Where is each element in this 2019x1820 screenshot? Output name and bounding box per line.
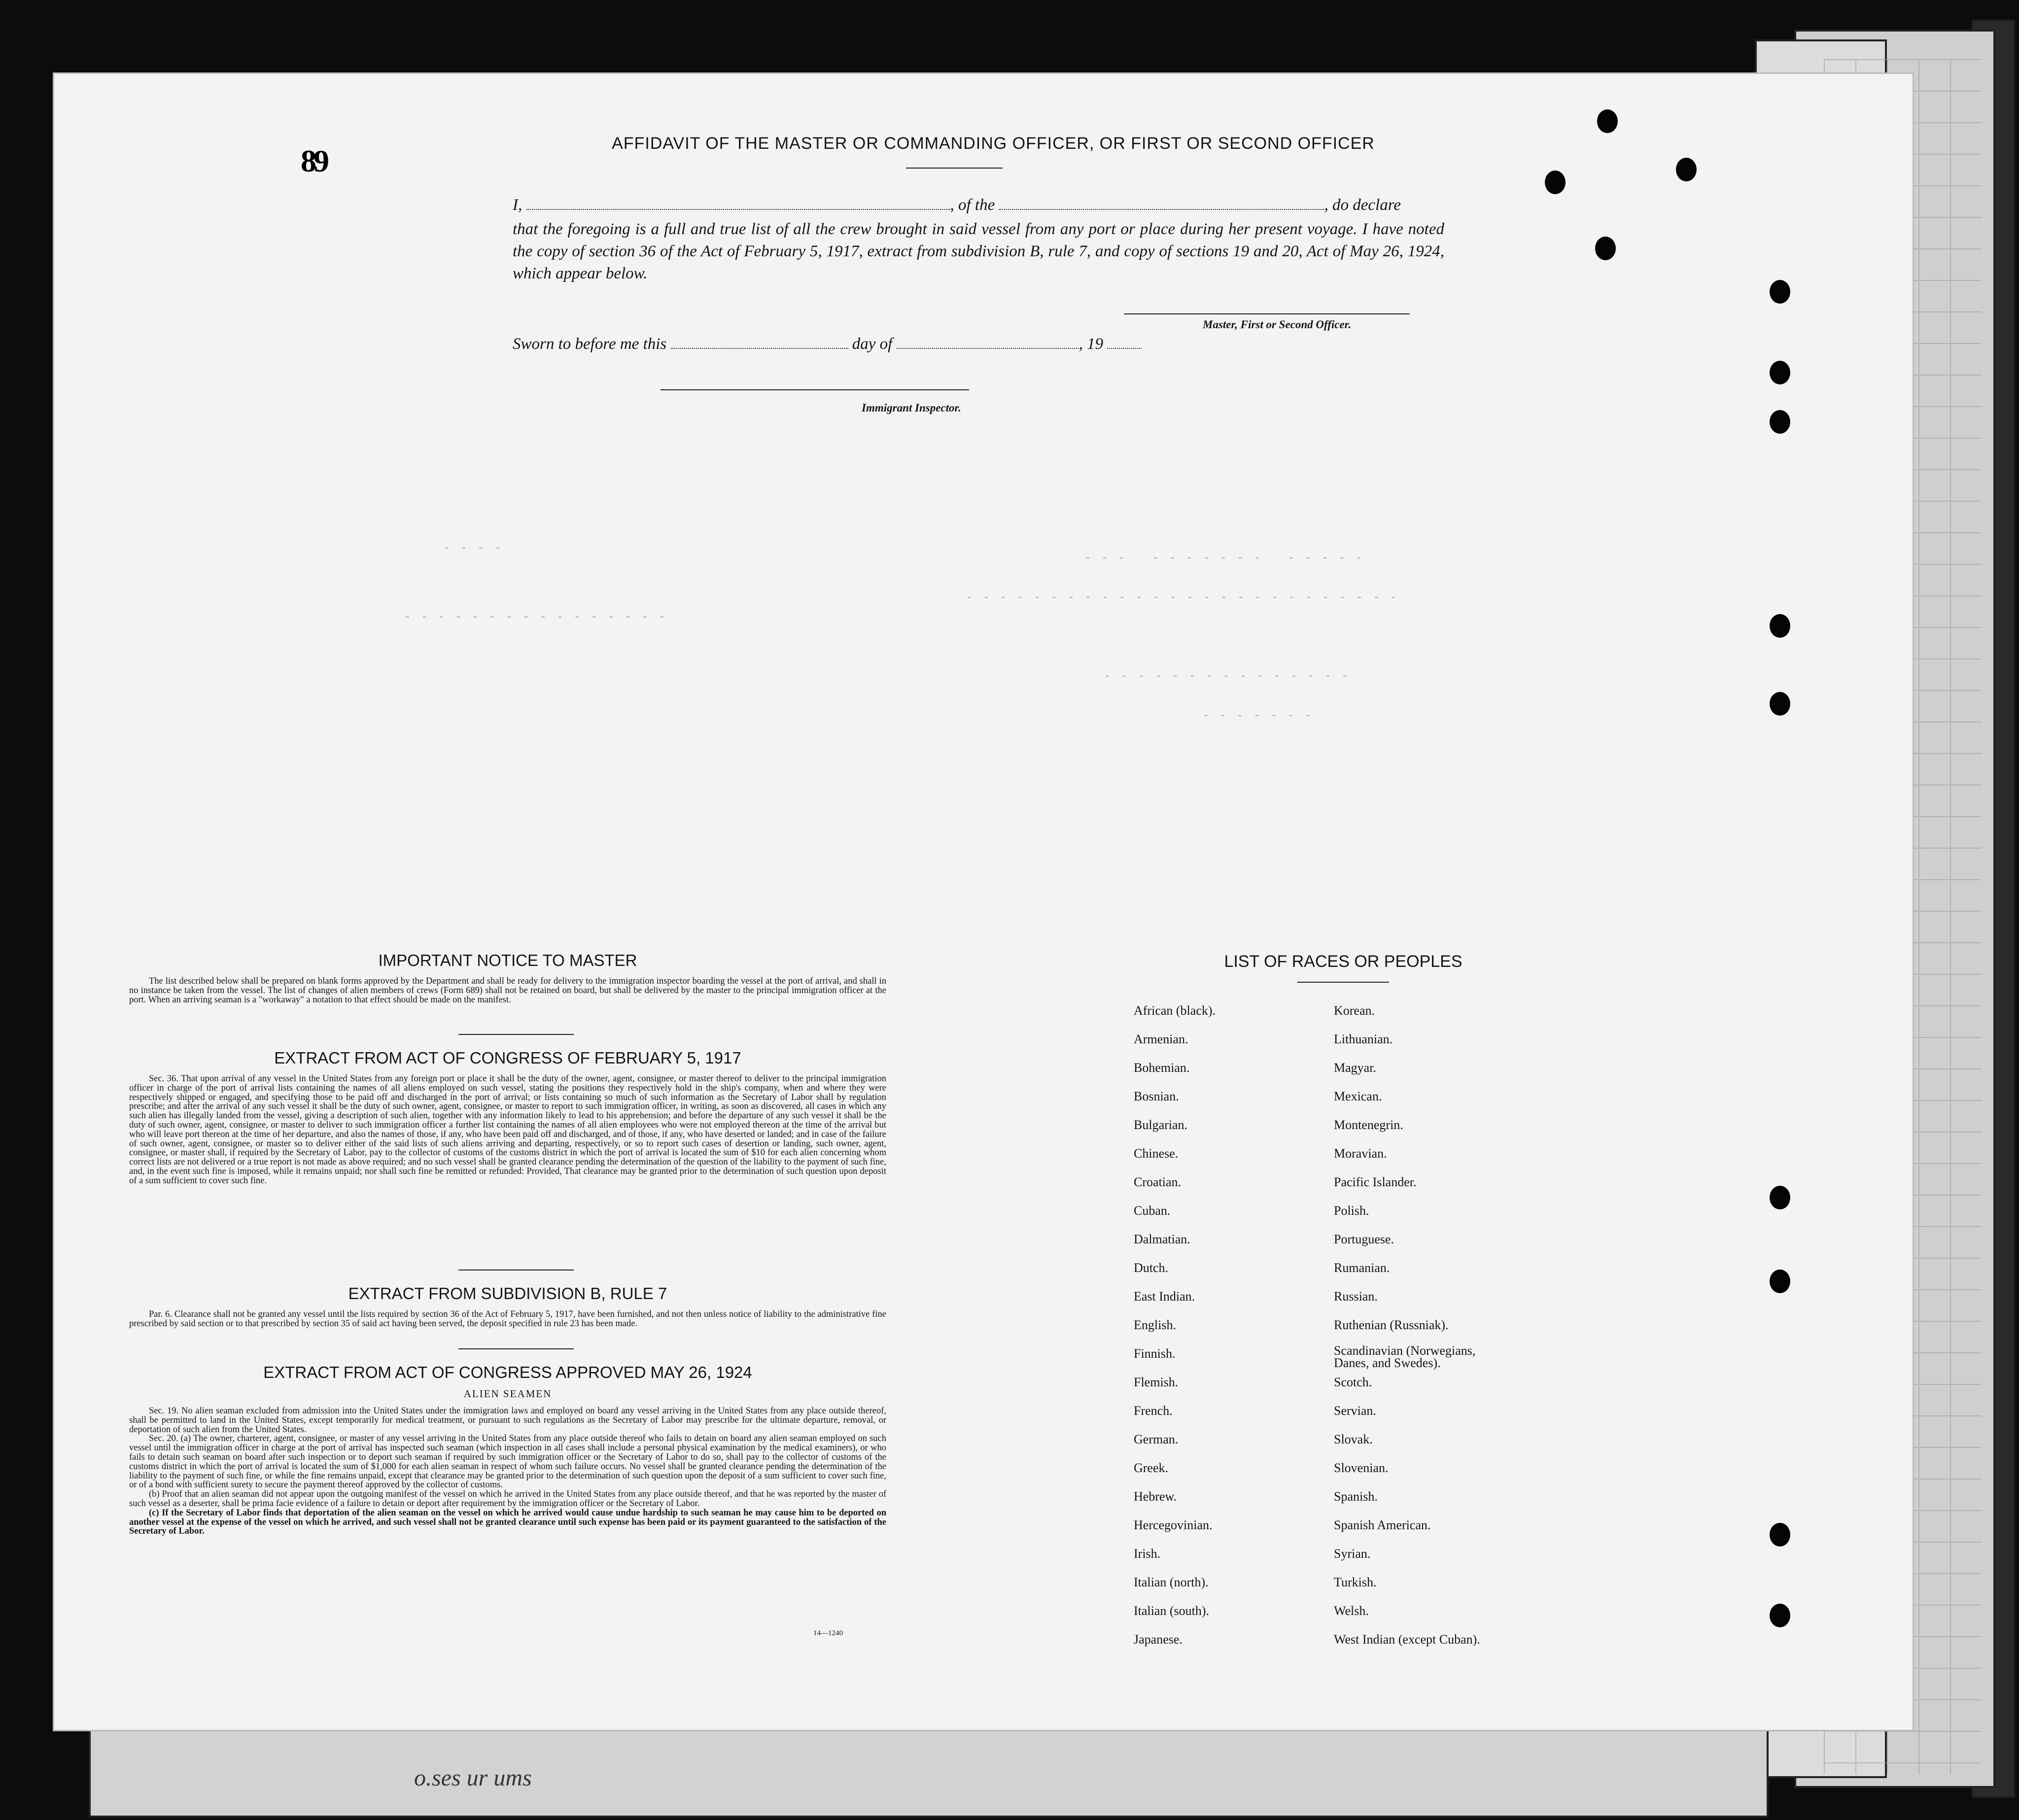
bleed-through: - - - - <box>444 542 503 554</box>
race-left: Armenian. <box>1134 1032 1188 1046</box>
races-title: LIST OF RACES OR PEOPLES <box>1224 952 1462 971</box>
divider <box>906 168 1003 169</box>
punch-hole <box>1770 361 1790 384</box>
sworn-year-blank[interactable] <box>1107 335 1142 349</box>
race-right: Pacific Islander. <box>1334 1175 1417 1189</box>
punch-hole <box>1770 1523 1790 1546</box>
race-right: Slovenian. <box>1334 1461 1389 1475</box>
vessel-blank[interactable] <box>999 196 1324 210</box>
race-right: Rumanian. <box>1334 1261 1390 1275</box>
extract-rule7-title: EXTRACT FROM SUBDIVISION B, RULE 7 <box>348 1284 667 1303</box>
pencil-mark: 89 <box>301 143 326 178</box>
race-right: Spanish American. <box>1334 1518 1431 1532</box>
divider <box>458 1270 574 1271</box>
divider <box>458 1034 574 1035</box>
form-number: 14—1240 <box>813 1629 843 1637</box>
race-left: Chinese. <box>1134 1146 1179 1161</box>
race-right: Slovak. <box>1334 1432 1373 1446</box>
race-left: French. <box>1134 1404 1173 1418</box>
inspector-caption: Immigrant Inspector. <box>862 402 961 414</box>
race-left: Bohemian. <box>1134 1061 1190 1075</box>
race-right: Moravian. <box>1334 1146 1387 1161</box>
race-left: Dalmatian. <box>1134 1232 1190 1246</box>
race-left: Greek. <box>1134 1461 1169 1475</box>
race-left: Dutch. <box>1134 1261 1169 1275</box>
race-left: English. <box>1134 1318 1176 1332</box>
extract-1924-title: EXTRACT FROM ACT OF CONGRESS APPROVED MAY 26, 1924 <box>263 1363 752 1381</box>
bleed-through: - - - - - - - - - - - - - - - <box>1104 670 1350 683</box>
punch-hole <box>1770 410 1790 434</box>
signature-caption: Master, First or Second Officer. <box>1203 318 1352 331</box>
race-right: Magyar. <box>1334 1061 1376 1075</box>
punch-hole <box>1770 1270 1790 1293</box>
race-right: Polish. <box>1334 1203 1369 1218</box>
name-blank[interactable] <box>526 196 950 210</box>
punch-hole <box>1597 109 1618 133</box>
extract-1924-subtitle: ALIEN SEAMEN <box>463 1388 552 1400</box>
race-left: Flemish. <box>1134 1375 1179 1389</box>
race-left: Hebrew. <box>1134 1489 1177 1504</box>
race-right: Montenegrin. <box>1334 1118 1403 1132</box>
bleed-through: - - - - - - - - - - - - - - - - - - - - - - - - - - <box>966 591 1399 604</box>
bottom-handwriting: o.ses ur ums <box>414 1765 532 1791</box>
race-left: Finnish. <box>1134 1346 1176 1361</box>
race-left: Bosnian. <box>1134 1089 1179 1103</box>
race-left: Italian (north). <box>1134 1575 1209 1589</box>
divider <box>458 1348 574 1349</box>
race-left: African (black). <box>1134 1003 1216 1018</box>
race-right: Ruthenian (Russniak). <box>1334 1318 1449 1332</box>
race-right: Russian. <box>1334 1289 1378 1304</box>
punch-hole <box>1770 1604 1790 1627</box>
inspector-signature-line[interactable] <box>661 389 969 390</box>
sec-20c: (c) If the Secretary of Labor finds that deportation of the alien seaman on the vessel on which he arrived would cause undue hardship to such seaman he may cause him to be deported on another vessel at the expense of the vessel on which he arrived, and such vessel shall not be granted clearance until such expense has been paid or its payment guaranteed to the satisfaction of the Secretary of Labor. <box>129 1508 886 1537</box>
extract-1917-title: EXTRACT FROM ACT OF CONGRESS OF FEBRUARY 5, 1917 <box>274 1049 741 1067</box>
race-right: Turkish. <box>1334 1575 1377 1589</box>
punch-hole <box>1676 158 1697 181</box>
punch-hole <box>1770 692 1790 716</box>
declaration-line: I, , of the , do declare <box>513 196 1401 214</box>
race-right: Scandinavian (Norwegians, Danes, and Swedes). <box>1334 1343 1476 1370</box>
race-right: Syrian. <box>1334 1546 1371 1561</box>
sworn-line: Sworn to before me this day of , 19 <box>513 335 1142 353</box>
race-left: East Indian. <box>1134 1289 1195 1304</box>
race-right: Lithuanian. <box>1334 1032 1393 1046</box>
punch-hole <box>1595 237 1616 260</box>
sworn-day-blank[interactable] <box>671 335 848 349</box>
race-left: Bulgarian. <box>1134 1118 1188 1132</box>
race-left: Croatian. <box>1134 1175 1182 1189</box>
extract-rule7-body: Par. 6. Clearance shall not be granted any vessel until the lists required by section 36 of the Act of February 5, 1917, have been furnished, and not then unless notice of liability to the administrative fine prescribed by said section or to that prescribed by section 35 of said act having been served, the deposit specified in rule 23 has been made. <box>129 1309 886 1329</box>
extract-1917-body: Sec. 36. That upon arrival of any vessel in the United States from any foreign port or place it shall be the duty of the owner, agent, consignee, or master thereof to deliver to the principal immigration officer in charge of the port of arrival lists containing the names of all aliens employed on such vessel, stating the positions they respectively hold in the ship's company, when and where they were respectively shipped or engaged, and specifying those to be paid off and discharged in the port of arrival; or lists containing so much of such information as the Secretary of Labor shall by regulation prescribe; and after the arrival of any such vessel it shall be the duty of such owner, agent, consignee, or master to report to such immigration officer, in writing, as soon as discovered, all cases in which any such alien has illegally landed from the vessel, giving a description of such alien, together with any information likely to lead to his apprehension; and before the departure of any such vessel it shall be the duty of such owner, agent, consignee, or master to deliver to such immigration officer a further list containing the names of all alien employees who were not employed thereon at the time of the arrival but who will leave port thereon at the time of her departure, and also the names of those, if any, who have been paid off and discharged, and of those, if any, who have deserted or landed; and in case of the failure of such owner, agent, consignee, or master so to deliver either of the said lists of such aliens arriving and departing, respectively, or so to report such cases of desertion or landing, such owner, agent, consignee, or master shall, if required by the Secretary of Labor, pay to the collector of customs of the customs district in which the port of arrival is located the sum of $10 for each alien concerning whom correct lists are not delivered or a true report is not made as above required; and no such vessel shall be granted clearance pending the determination of the question of the liability to the payment of such fine, and, in the event such fine is imposed, while it remains unpaid; nor shall such fine be remitted or refunded: Provided, That clearance may be granted prior to the determination of such question upon deposit of a sum sufficient to cover such fine. <box>129 1074 886 1186</box>
race-right: Spanish. <box>1334 1489 1378 1504</box>
sworn-month-blank[interactable] <box>897 335 1079 349</box>
affidavit-title: AFFIDAVIT OF THE MASTER OR COMMANDING OFFICER, OR FIRST OR SECOND OFFICER <box>612 134 1375 153</box>
race-right: Portuguese. <box>1334 1232 1394 1246</box>
punch-hole <box>1770 1186 1790 1209</box>
race-left: German. <box>1134 1432 1179 1446</box>
punch-hole <box>1770 280 1790 304</box>
race-right: Scotch. <box>1334 1375 1372 1389</box>
bleed-through: - - - - - - - <box>1203 710 1313 722</box>
divider <box>1297 982 1389 983</box>
extract-1924-body <box>129 1407 886 1536</box>
sec-20b: (b) Proof that an alien seaman did not appear upon the outgoing manifest of the vessel on which he arrived in the United States from any place outside thereof, and that he was reported by the master of such vessel as a deserter, shall be prima facie evidence of a failure to detain or deport after requirement by the immigration officer or the Secretary of Labor. <box>129 1489 886 1509</box>
race-left: Italian (south). <box>1134 1604 1210 1618</box>
race-left: Hercegovinian. <box>1134 1518 1213 1532</box>
bleed-through: - - - - - - - - - - - - - - - <box>1084 552 1364 564</box>
race-right: Mexican. <box>1334 1089 1382 1103</box>
race-left: Cuban. <box>1134 1203 1171 1218</box>
punch-hole <box>1770 614 1790 638</box>
race-right: West Indian (except Cuban). <box>1334 1632 1480 1647</box>
sec-19: Sec. 19. No alien seaman excluded from admission into the United States under the immigration laws and employed on board any vessel arriving in the United States from any place outside thereof, shall be permitted to land in the United States, except temporarily for medical treatment, or pursuant to such regulations as the Secretary of Labor may prescribe for the ultimate departure, removal, or deportation of such alien from the United States. <box>129 1406 886 1435</box>
signature-line[interactable] <box>1124 313 1410 314</box>
punch-hole <box>1545 171 1566 194</box>
race-left: Japanese. <box>1134 1632 1183 1647</box>
race-left: Irish. <box>1134 1546 1161 1561</box>
sec-20a: Sec. 20. (a) The owner, charterer, agent, consignee, or master of any vessel arriving in the United States from any place outside thereof who fails to detain on board any alien seaman employed on such vessel until the immigration officer in charge at the port of arrival has inspected such seaman (which inspection in all cases shall include a personal physical examination by the medical examiners), or who fails to detain such seaman on board after such inspection or to deport such seaman if required by such immigration officer or the Secretary of Labor to do so, shall pay to the collector of customs of the customs district in which the port of arrival is located the sum of $1,000 for each alien seaman in respect of whom such failure occurs. No vessel shall be granted clearance pending the determination of the liability to the payment of such fine, or while the fine remains unpaid, except that clearance may be granted prior to the determination of such question upon the deposit of a sum sufficient to cover such fine, or of a bond with sufficient surety to secure the payment thereof approved by the collector of customs. <box>129 1434 886 1490</box>
race-right: Welsh. <box>1334 1604 1369 1618</box>
notice-body: The list described below shall be prepared on blank forms approved by the Department and shall be ready for delivery to the immigration inspector boarding the vessel at the port of arrival, and shall in no instance be taken from the vessel. The list of changes of alien members of crews (Form 689) shall not be retained on board, but shall be delivered by the master to the principal immigration officer at the port. When an arriving seaman is a "workaway" a notation to that effect should be made on the manifest. <box>129 976 886 1005</box>
notice-title: IMPORTANT NOTICE TO MASTER <box>378 951 637 969</box>
bleed-through: - - - - - - - - - - - - - - - - <box>404 611 667 623</box>
race-right: Korean. <box>1334 1003 1375 1018</box>
affidavit-body: that the foregoing is a full and true list of all the crew brought in said vessel from any port or place during her present voyage. I have noted the copy of section 36 of the Act of February 5, 1917, extract from subdivision B, rule 7, and copy of sections 19 and 20, Act of May 26, 1924, which appear below. <box>513 220 1444 282</box>
race-right: Servian. <box>1334 1404 1376 1418</box>
